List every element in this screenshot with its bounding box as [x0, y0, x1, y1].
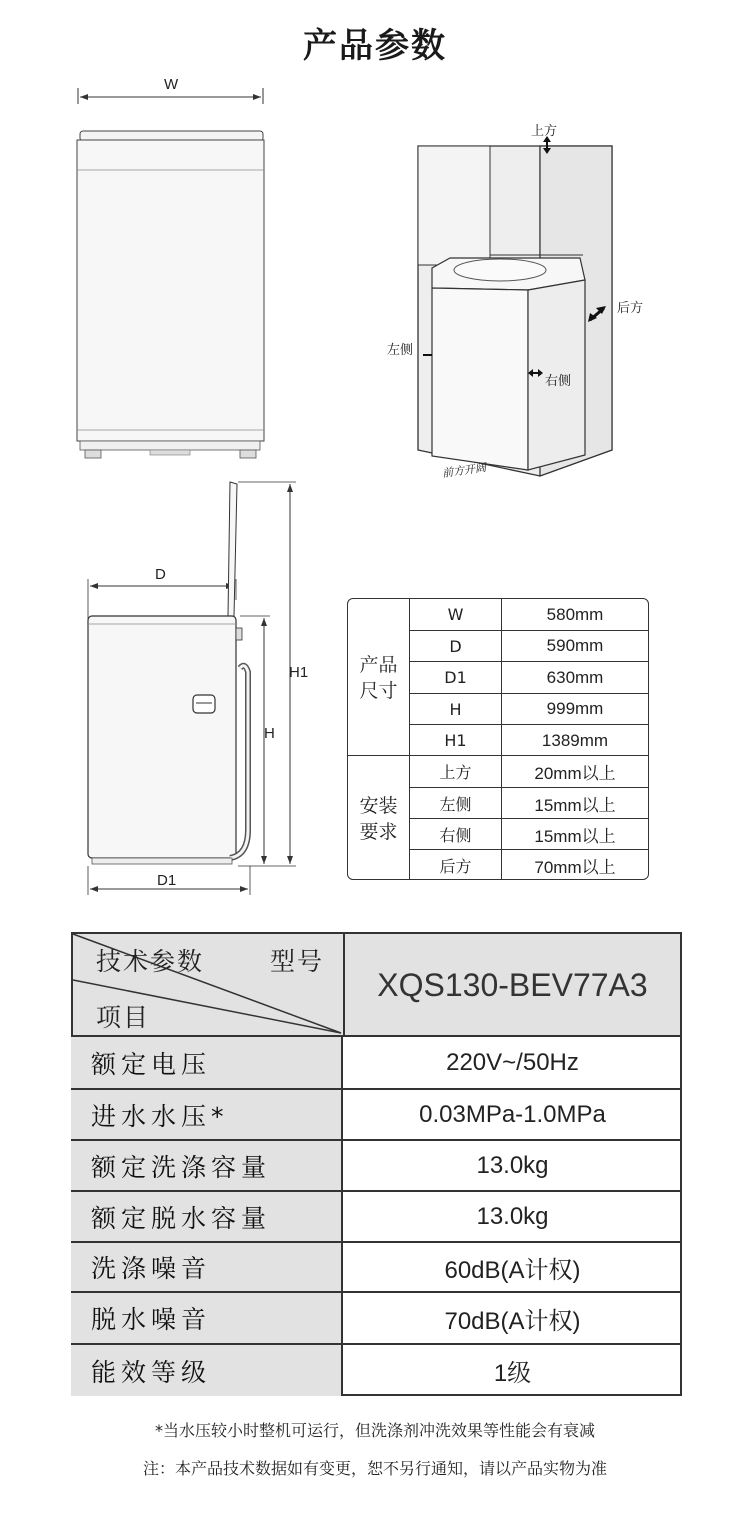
spec-row: [71, 1088, 682, 1139]
spec-row: [71, 1291, 682, 1343]
spec-row: [71, 1241, 682, 1291]
front-width-label: W: [164, 76, 179, 93]
size-value: 999mm: [546, 699, 604, 718]
clearance-front-label: 前方开阔: [441, 460, 487, 480]
spec-header-model-label: 型号: [270, 947, 325, 976]
spec-row-value: 0.03MPa-1.0MPa: [419, 1100, 606, 1128]
install-row: [410, 818, 648, 849]
install-value: 15mm以上: [534, 826, 616, 846]
install-row: [410, 787, 648, 818]
install-key: 右侧: [410, 819, 502, 849]
size-table: [347, 598, 649, 880]
size-key: D1: [410, 662, 502, 693]
spec-row-value: 60dB(A计权): [444, 1256, 581, 1284]
model-number: XQS130-BEV77A3: [345, 934, 680, 1037]
size-row: [410, 661, 648, 693]
size-value: 1389mm: [541, 730, 609, 750]
spec-row-value: 1级: [493, 1360, 532, 1387]
size-row: [410, 693, 648, 724]
spec-row-value: 13.0kg: [476, 1151, 549, 1179]
size-group-label: 产品 尺寸: [348, 599, 410, 756]
size-row: [410, 724, 648, 756]
side-h1-label: H1: [289, 664, 309, 681]
size-value: 590mm: [546, 636, 604, 655]
clearance-back-label: 后方: [617, 301, 644, 316]
spec-row: [71, 1139, 682, 1190]
spec-row-value: 220V~/50Hz: [446, 1048, 579, 1076]
side-h-label: H: [264, 725, 275, 742]
spec-rows: [71, 1035, 682, 1396]
side-depth-label: D: [155, 566, 166, 583]
spec-row: [71, 1035, 682, 1088]
size-key: H1: [410, 725, 502, 756]
spec-row-label: 额定电压: [71, 1037, 343, 1088]
install-row: [410, 756, 648, 787]
spec-header-param-label: 技术参数: [96, 947, 205, 976]
spec-row-label: 额定洗涤容量: [71, 1141, 343, 1190]
install-row: [410, 849, 648, 880]
install-group-label: 安装 要求: [348, 756, 410, 880]
spec-row-label: 洗涤噪音: [71, 1243, 343, 1291]
size-row: [410, 630, 648, 661]
spec-header-item-label: 项目: [96, 1003, 151, 1032]
install-key: 后方: [410, 850, 502, 880]
size-value: 630mm: [546, 667, 604, 687]
spec-row-label: 脱水噪音: [71, 1293, 343, 1343]
spec-row-label: 额定脱水容量: [71, 1192, 343, 1241]
spec-row-label: 能效等级: [71, 1345, 343, 1396]
note-disclaimer: 注：本产品技术数据如有变更，恕不另行通知，请以产品实物为准: [142, 1459, 607, 1478]
page-title: 产品参数: [303, 26, 447, 66]
size-value: 580mm: [546, 604, 604, 624]
clearance-right-label: 右侧: [545, 374, 572, 389]
clearance-left-label: 左侧: [387, 343, 414, 358]
spec-row-value: 13.0kg: [476, 1202, 549, 1230]
size-key: H: [410, 694, 502, 724]
clearance-top-label: 上方: [531, 124, 558, 139]
size-key: D: [410, 631, 502, 661]
spec-row-value: 70dB(A计权): [444, 1307, 581, 1335]
install-key: 上方: [410, 756, 502, 787]
side-d1-label: D1: [157, 872, 177, 889]
spec-row: [71, 1343, 682, 1396]
install-value: 15mm以上: [534, 795, 616, 815]
install-value: 70mm以上: [534, 858, 616, 877]
spec-row: [71, 1190, 682, 1241]
install-key: 左侧: [410, 788, 502, 818]
size-row: [410, 599, 648, 630]
install-value: 20mm以上: [534, 764, 616, 783]
spec-row-label: 进水水压*: [71, 1090, 343, 1139]
note-water-pressure: *当水压较小时整机可运行，但洗涤剂冲洗效果等性能会有衰减: [154, 1421, 595, 1440]
size-key: W: [410, 599, 502, 630]
